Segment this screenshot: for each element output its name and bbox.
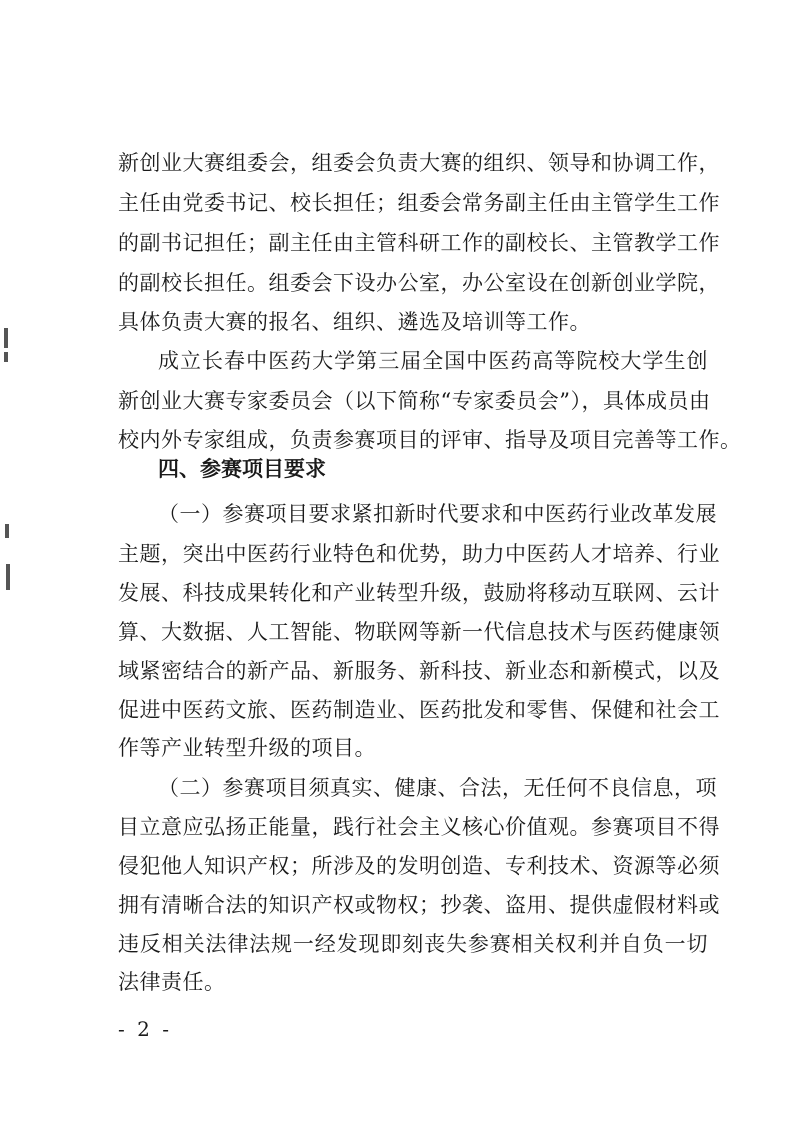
paragraph-line: 目立意应弘扬正能量，践行社会主义核心价值观。参赛项目不得 xyxy=(118,815,720,839)
paragraph-line: 算、大数据、人工智能、物联网等新一代信息技术与医药健康领 xyxy=(118,620,720,644)
section-heading: 四、参赛项目要求 xyxy=(158,457,326,481)
binding-mark xyxy=(4,328,8,348)
paragraph-line: 成立长春中医药大学第三届全国中医药高等院校大学生创 xyxy=(158,349,708,373)
paragraph-line: （一）参赛项目要求紧扣新时代要求和中医药行业改革发展 xyxy=(158,502,717,526)
paragraph-line: 新创业大赛组委会，组委会负责大赛的组织、领导和协调工作， xyxy=(118,151,720,175)
paragraph-line: 主任由党委书记、校长担任；组委会常务副主任由主管学生工作 xyxy=(118,191,720,215)
paragraph-line: 具体负责大赛的报名、组织、遴选及培训等工作。 xyxy=(118,310,591,334)
paragraph-line: 的副校长担任。组委会下设办公室，办公室设在创新创业学院， xyxy=(118,271,720,295)
binding-mark xyxy=(6,564,10,590)
paragraph-line: （二）参赛项目须真实、健康、合法，无任何不良信息，项 xyxy=(158,776,717,800)
paragraph-line: 域紧密结合的新产品、新服务、新科技、新业态和新模式，以及 xyxy=(118,659,720,683)
paragraph-line: 发展、科技成果转化和产业转型升级，鼓励将移动互联网、云计 xyxy=(118,581,720,605)
paragraph-line: 校内外专家组成，负责参赛项目的评审、指导及项目完善等工作。 xyxy=(118,428,742,452)
paragraph-line: 法律责任。 xyxy=(118,970,226,994)
paragraph-line: 违反相关法律法规一经发现即刻丧失参赛相关权利并自负一切 xyxy=(118,932,708,956)
binding-mark xyxy=(5,524,9,538)
paragraph-line: 侵犯他人知识产权；所涉及的发明创造、专利技术、资源等必须 xyxy=(118,854,720,878)
binding-mark xyxy=(4,352,8,362)
page-number: - 2 - xyxy=(118,1017,172,1041)
paragraph-line: 拥有清晰合法的知识产权或物权；抄袭、盗用、提供虚假材料或 xyxy=(118,893,720,917)
paragraph-line: 新创业大赛专家委员会（以下简称“专家委员会”），具体成员由 xyxy=(118,389,711,413)
paragraph-line: 主题，突出中医药行业特色和优势，助力中医药人才培养、行业 xyxy=(118,542,720,566)
paragraph-line: 促进中医药文旅、医药制造业、医药批发和零售、保健和社会工 xyxy=(118,698,720,722)
paragraph-line: 的副书记担任；副主任由主管科研工作的副校长、主管教学工作 xyxy=(118,231,720,255)
paragraph-line: 作等产业转型升级的项目。 xyxy=(118,736,376,760)
